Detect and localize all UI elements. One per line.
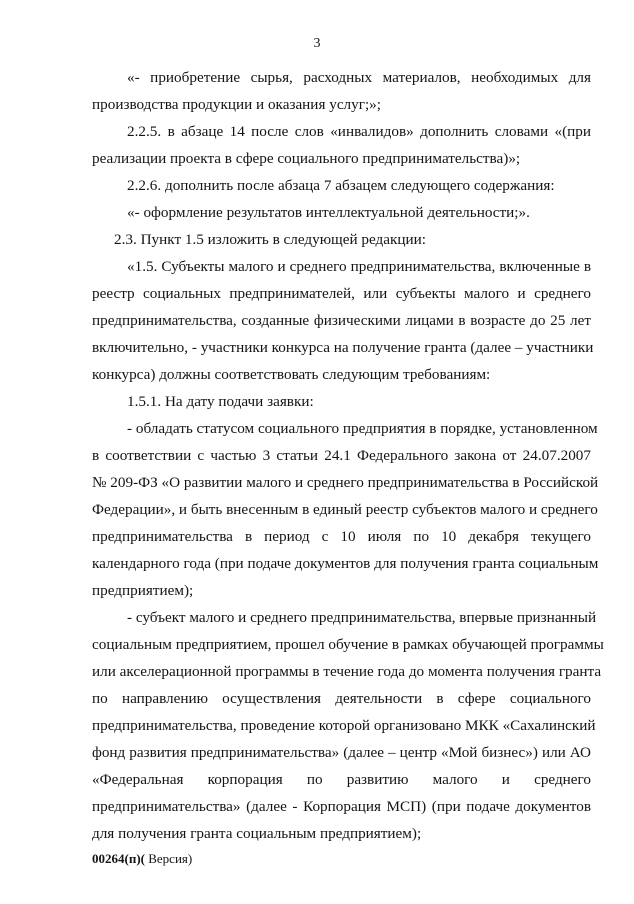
text-line: предпринимательства» (далее - Корпорация МСП) (при подаче документов — [92, 798, 591, 815]
text-line: 2.2.5. в абзаце 14 после слов «инвалидов» дополнить словами «(при — [127, 123, 591, 140]
text-line: «- приобретение сырья, расходных материалов, необходимых для — [127, 69, 591, 86]
text-line: 2.2.6. дополнить после абзаца 7 абзацем следующего содержания: — [127, 177, 555, 194]
text-line: или акселерационной программы в течение года до момента получения гранта — [92, 663, 602, 680]
text-line: - обладать статусом социального предприятия в порядке, установленном — [127, 420, 598, 437]
text-line: предприятием); — [92, 582, 194, 599]
text-line: 1.5.1. На дату подачи заявки: — [127, 393, 314, 410]
text-line: социальным предприятием, прошел обучение в рамках обучающей программы — [92, 636, 604, 653]
text-line: для получения гранта социальным предприятием); — [92, 825, 422, 842]
text-line: производства продукции и оказания услуг;»; — [92, 96, 381, 113]
text-line: по направлению осуществления деятельности в сфере социального — [92, 690, 591, 707]
text-line: конкурса) должны соответствовать следующим требованиям: — [92, 366, 491, 383]
footer-code: 00264(п)( — [92, 851, 145, 866]
text-line: предпринимательства, созданные физическими лицами в возрасте до 25 лет — [92, 312, 591, 329]
text-line: предпринимательства в период с 10 июля по 10 декабря текущего — [92, 528, 591, 545]
text-line: № 209-ФЗ «О развитии малого и среднего предпринимательства в Российской — [92, 474, 599, 491]
text-line: Федерации», и быть внесенным в единый реестр субъектов малого и среднего — [92, 501, 598, 518]
text-line: реестр социальных предпринимателей, или субъекты малого и среднего — [92, 285, 591, 302]
text-line: реализации проекта в сфере социального предпринимательства)»; — [92, 150, 521, 167]
page-number: 3 — [313, 36, 321, 51]
text-line: 2.3. Пункт 1.5 изложить в следующей редакции: — [114, 231, 427, 248]
text-line: фонд развития предпринимательства» (далее – центр «Мой бизнес») или АО — [92, 744, 591, 761]
text-line: «Федеральная корпорация по развитию малого и среднего — [92, 771, 591, 788]
text-line: «1.5. Субъекты малого и среднего предпринимательства, включенные в — [127, 258, 591, 275]
text-line: «- оформление результатов интеллектуальной деятельности;». — [127, 204, 530, 221]
document-footer — [92, 851, 192, 867]
text-line: календарного года (при подаче документов для получения гранта социальным — [92, 555, 599, 572]
footer-version: Версия) — [144, 851, 193, 866]
text-line: - субъект малого и среднего предпринимательства, впервые признанный — [127, 609, 597, 626]
text-line: включительно, - участники конкурса на получение гранта (далее – участники — [92, 339, 594, 356]
text-line: предпринимательства, проведение которой организовано МКК «Сахалинский — [92, 717, 596, 734]
text-line: в соответствии с частью 3 статьи 24.1 Федерального закона от 24.07.2007 — [92, 447, 591, 464]
